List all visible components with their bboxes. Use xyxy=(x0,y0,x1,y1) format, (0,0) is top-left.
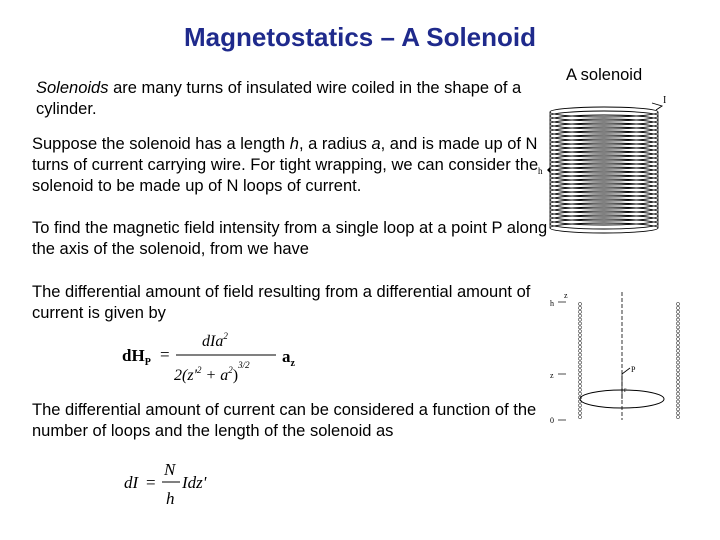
coil-bead xyxy=(676,388,679,391)
paragraph-solenoid-definition xyxy=(36,78,546,120)
coil-bead xyxy=(676,357,679,360)
paragraph-differential-current: The differential amount of current can be considered a function of the number of loops and the length of the solenoid as xyxy=(32,401,537,440)
coil-bead xyxy=(676,334,679,337)
coil-bead xyxy=(578,412,581,415)
params-text-2: , a radius xyxy=(298,135,372,153)
coil-bead xyxy=(578,384,581,387)
eq2-numerator: N xyxy=(164,460,176,479)
eq2-denominator: h xyxy=(166,489,175,508)
eq1-den: 2(z' xyxy=(174,367,197,384)
svg-text:dHP xyxy=(122,346,151,368)
eq1-den-plus: + a xyxy=(201,367,229,384)
coil-bead xyxy=(676,322,679,325)
eq2-equals: = xyxy=(146,473,156,492)
coil-bead xyxy=(578,377,581,380)
eq1-numerator: dIa xyxy=(202,333,224,350)
coil-bead xyxy=(676,404,679,407)
coil-bead xyxy=(578,365,581,368)
coil-bead xyxy=(676,369,679,372)
coil-cross-section-beads xyxy=(578,302,679,418)
svg-text:az xyxy=(282,347,296,369)
coil-bead xyxy=(676,349,679,352)
coil-bead xyxy=(578,404,581,407)
coil-bead xyxy=(578,353,581,356)
coil-bead xyxy=(578,416,581,419)
slide-title: Magnetostatics – A Solenoid xyxy=(183,22,536,52)
eq2-rhs: Idz' xyxy=(182,473,207,492)
coil-bead xyxy=(578,392,581,395)
paragraph-differential-field: The differential amount of field resulting from a differential amount of current is given by xyxy=(32,283,531,322)
params-text-1: Suppose the solenoid has a length xyxy=(32,135,290,153)
solenoid-caption: A solenoid xyxy=(566,66,643,84)
eq1-den-sup2: 2 xyxy=(196,365,202,375)
coil-bead xyxy=(676,384,679,387)
var-h: h xyxy=(289,135,299,153)
height-arrow-icon xyxy=(547,167,550,173)
coil-bead xyxy=(676,373,679,376)
coil-bead xyxy=(676,338,679,341)
eq1-vector: a xyxy=(282,347,291,366)
coil-bead xyxy=(578,341,581,344)
paragraph-single-loop: To find the magnetic field intensity from a single loop at a point P along the axis of the solenoid, from we have xyxy=(32,219,548,258)
coil-bead xyxy=(578,310,581,313)
coil-bead xyxy=(676,408,679,411)
coil-bead xyxy=(578,326,581,329)
origin-label: 0 xyxy=(550,416,554,425)
solenoid-axis-figure xyxy=(540,288,690,438)
coil-bead xyxy=(676,326,679,329)
coil-bead xyxy=(578,388,581,391)
coil-bead xyxy=(676,314,679,317)
coil-bead xyxy=(578,330,581,333)
coil-bead xyxy=(578,349,581,352)
field-arrow-icon xyxy=(622,368,630,374)
eq1-equals: = xyxy=(160,345,170,364)
coil-bead xyxy=(578,302,581,305)
coil-bead xyxy=(578,334,581,337)
coil-bead xyxy=(578,314,581,317)
coil-bead xyxy=(578,380,581,383)
svg-text:2(z'2 + a2)3/2 xyxy=(174,360,250,384)
coil-bead xyxy=(676,400,679,403)
params-text-3: , and is made up of N turns of current carrying wire. For tight wrapping, we can consider the solenoid to be made up of N loops of current. xyxy=(32,135,539,195)
eq1-den-close: ) xyxy=(232,367,239,384)
var-a: a xyxy=(371,135,381,153)
coil-bead xyxy=(676,310,679,313)
z-axis-label: z xyxy=(564,291,568,300)
coil-bead xyxy=(578,338,581,341)
coil-bead xyxy=(676,380,679,383)
radius-label: r xyxy=(624,386,627,394)
coil-bead xyxy=(676,353,679,356)
point-p-label: P xyxy=(631,365,636,374)
fig2-h-label: h xyxy=(550,299,554,308)
coil-bead xyxy=(578,361,581,364)
coil-bead xyxy=(676,318,679,321)
coil-bead xyxy=(578,373,581,376)
eq1-num-sup: 2 xyxy=(223,331,228,341)
coil-turns xyxy=(550,107,658,233)
coil-bead xyxy=(676,416,679,419)
coil-bead xyxy=(676,377,679,380)
coil-bead xyxy=(578,345,581,348)
eq2-lhs: dI xyxy=(124,473,139,492)
coil-bead xyxy=(578,357,581,360)
eq1-den-exp: 3/2 xyxy=(238,360,250,370)
coil-bead xyxy=(676,392,679,395)
definition-text: are many turns of insulated wire coiled in the shape of a cylinder. xyxy=(36,79,522,118)
svg-text:dIa2 xyxy=(202,331,228,350)
eq1-lhs-sub: P xyxy=(144,357,151,368)
coil-bead xyxy=(676,365,679,368)
coil-bead xyxy=(578,322,581,325)
eq1-lhs: dH xyxy=(122,346,145,365)
coil-bead xyxy=(676,396,679,399)
fig2-z-label: z xyxy=(550,371,554,380)
eq1-vector-sub: z xyxy=(290,358,295,369)
current-arrow-icon xyxy=(652,103,662,110)
current-label: I xyxy=(663,95,667,106)
coil-bead xyxy=(578,306,581,309)
eq1-den-sup3: 2 xyxy=(228,365,233,375)
coil-bead xyxy=(676,330,679,333)
paragraph-solenoid-params xyxy=(32,134,552,197)
equation-dHp xyxy=(118,326,308,388)
coil-bead xyxy=(676,361,679,364)
coil-bead xyxy=(676,302,679,305)
coil-bead xyxy=(676,341,679,344)
coil-bead xyxy=(578,408,581,411)
height-label: h xyxy=(538,166,543,176)
coil-bead xyxy=(676,306,679,309)
coil-bead xyxy=(578,369,581,372)
coil-bead xyxy=(676,412,679,415)
solenoids-term: Solenoids xyxy=(36,79,109,97)
solenoid-coil-figure xyxy=(534,90,674,250)
equation-dI xyxy=(118,458,228,512)
coil-bead xyxy=(676,345,679,348)
coil-bead xyxy=(578,318,581,321)
